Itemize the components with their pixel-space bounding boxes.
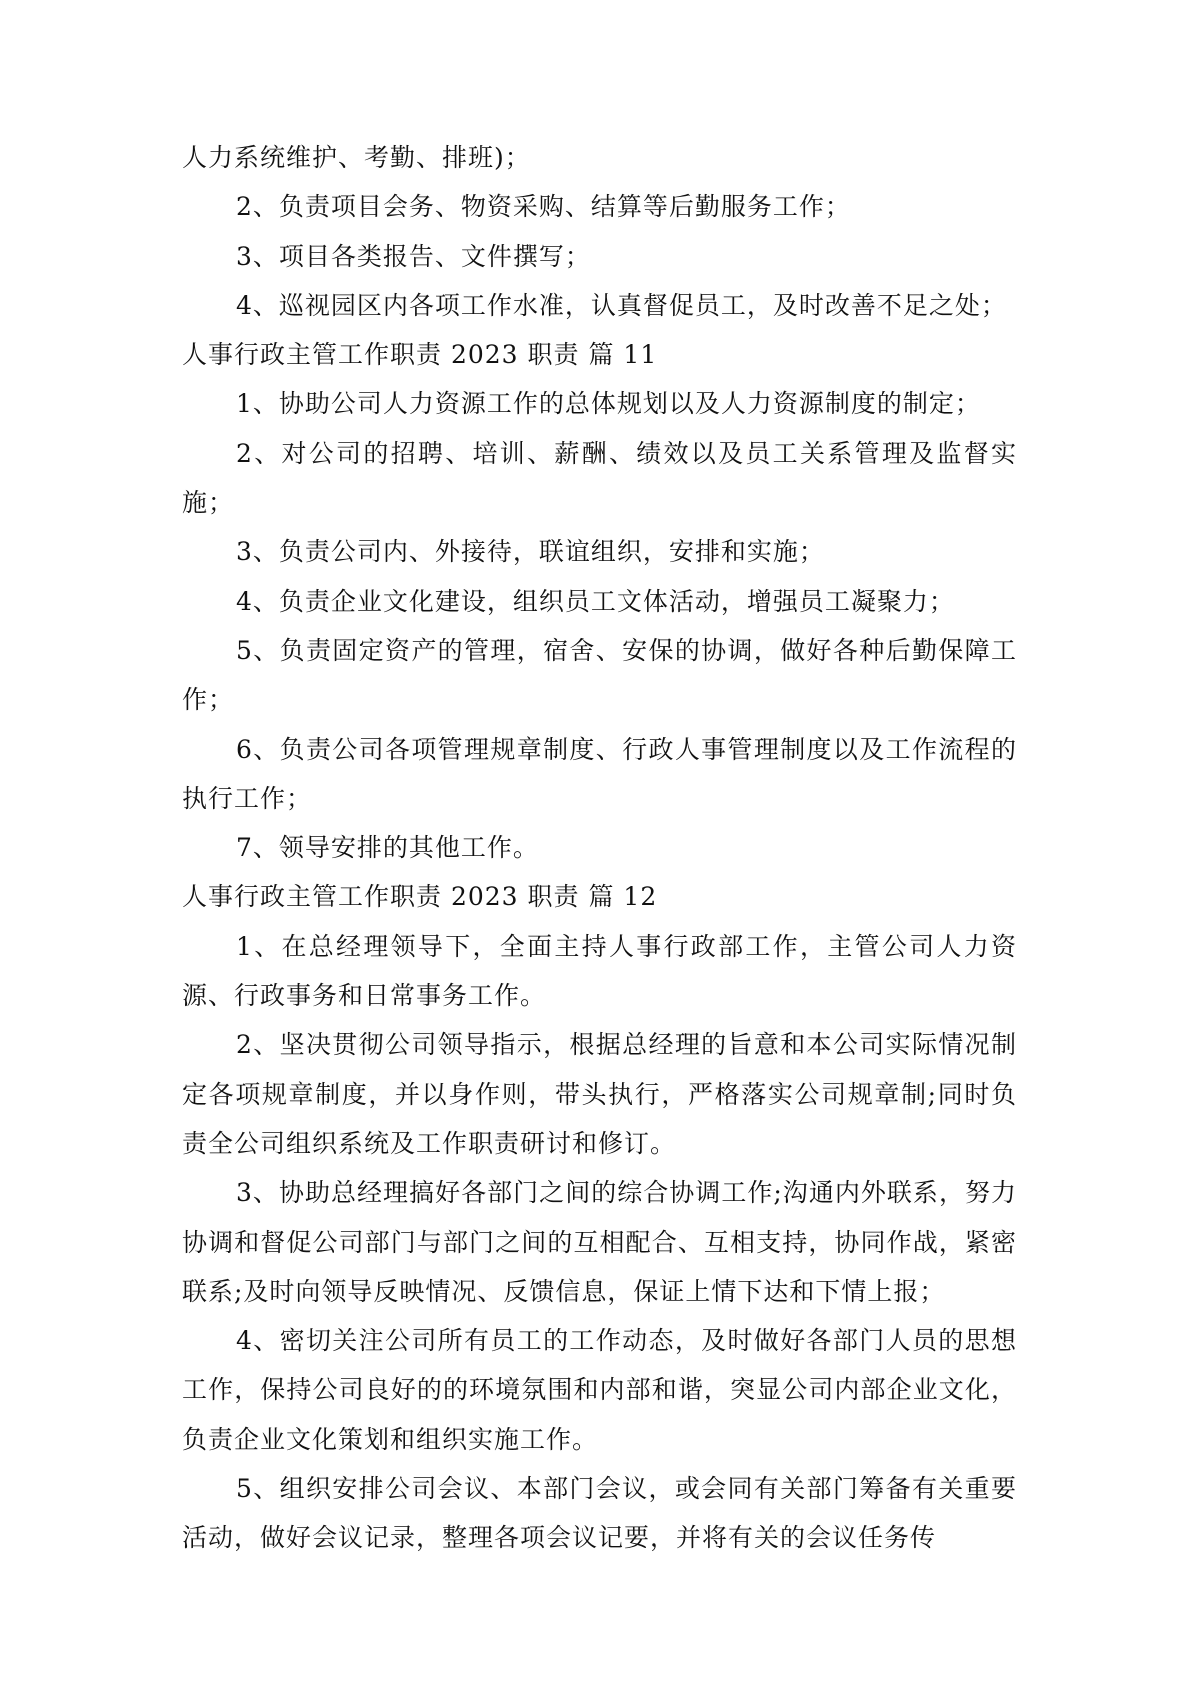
paragraph-item-6: 6、负责公司各项管理规章制度、行政人事管理制度以及工作流程的执行工作；	[182, 734, 1017, 813]
paragraph-item-2: 2、对公司的招聘、培训、薪酬、绩效以及员工关系管理及监督实施；	[182, 438, 1017, 518]
paragraph-item-1: 1、协助公司人力资源工作的总体规划以及人力资源制度的制定；	[236, 389, 981, 419]
paragraph-item-7: 7、领导安排的其他工作。	[236, 833, 539, 863]
paragraph-item-3: 3、负责公司内、外接待，联谊组织，安排和实施；	[236, 537, 825, 567]
paragraph-item-1: 1、在总经理领导下，全面主持人事行政部工作，主管公司人力资源、行政事务和日常事务工作。	[182, 931, 1017, 1011]
paragraph-item-3: 3、协助总经理搞好各部门之间的综合协调工作;沟通内外联系，努力协调和督促公司部门与部门之间的互相配合、互相支持，协同作战，紧密联系;及时向领导反映情况、反馈信息，保证上情下达和下情上报；	[182, 1178, 1017, 1306]
paragraph-continuation: 人力系统维护、考勤、排班)；	[182, 143, 531, 172]
paragraph-item-2: 2、坚决贯彻公司领导指示，根据总经理的旨意和本公司实际情况制定各项规章制度，并以身作则，带头执行，严格落实公司规章制;同时负责全公司组织系统及工作职责研讨和修订。	[182, 1030, 1017, 1158]
paragraph-item-3: 3、项目各类报告、文件撰写；	[236, 241, 591, 271]
document-body	[182, 133, 1017, 1563]
paragraph-item-5: 5、负责固定资产的管理，宿舍、安保的协调，做好各种后勤保障工作；	[182, 635, 1017, 715]
section-heading-12: 人事行政主管工作职责 2023 职责 篇 12	[182, 882, 658, 912]
paragraph-item-4: 4、负责企业文化建设，组织员工文体活动，增强员工凝聚力；	[236, 586, 955, 616]
section-heading-11: 人事行政主管工作职责 2023 职责 篇 11	[182, 340, 658, 370]
paragraph-item-4: 4、密切关注公司所有员工的工作动态，及时做好各部门人员的思想工作，保持公司良好的的环境氛围和内部和谐，突显公司内部企业文化，负责企业文化策划和组织实施工作。	[182, 1326, 1017, 1454]
paragraph-item-5: 5、组织安排公司会议、本部门会议，或会同有关部门筹备有关重要活动，做好会议记录，整理各项会议记要，并将有关的会议任务传	[182, 1474, 1017, 1553]
paragraph-item-2: 2、负责项目会务、物资采购、结算等后勤服务工作；	[236, 192, 851, 222]
paragraph-item-4: 4、巡视园区内各项工作水准，认真督促员工，及时改善不足之处；	[236, 290, 1007, 320]
